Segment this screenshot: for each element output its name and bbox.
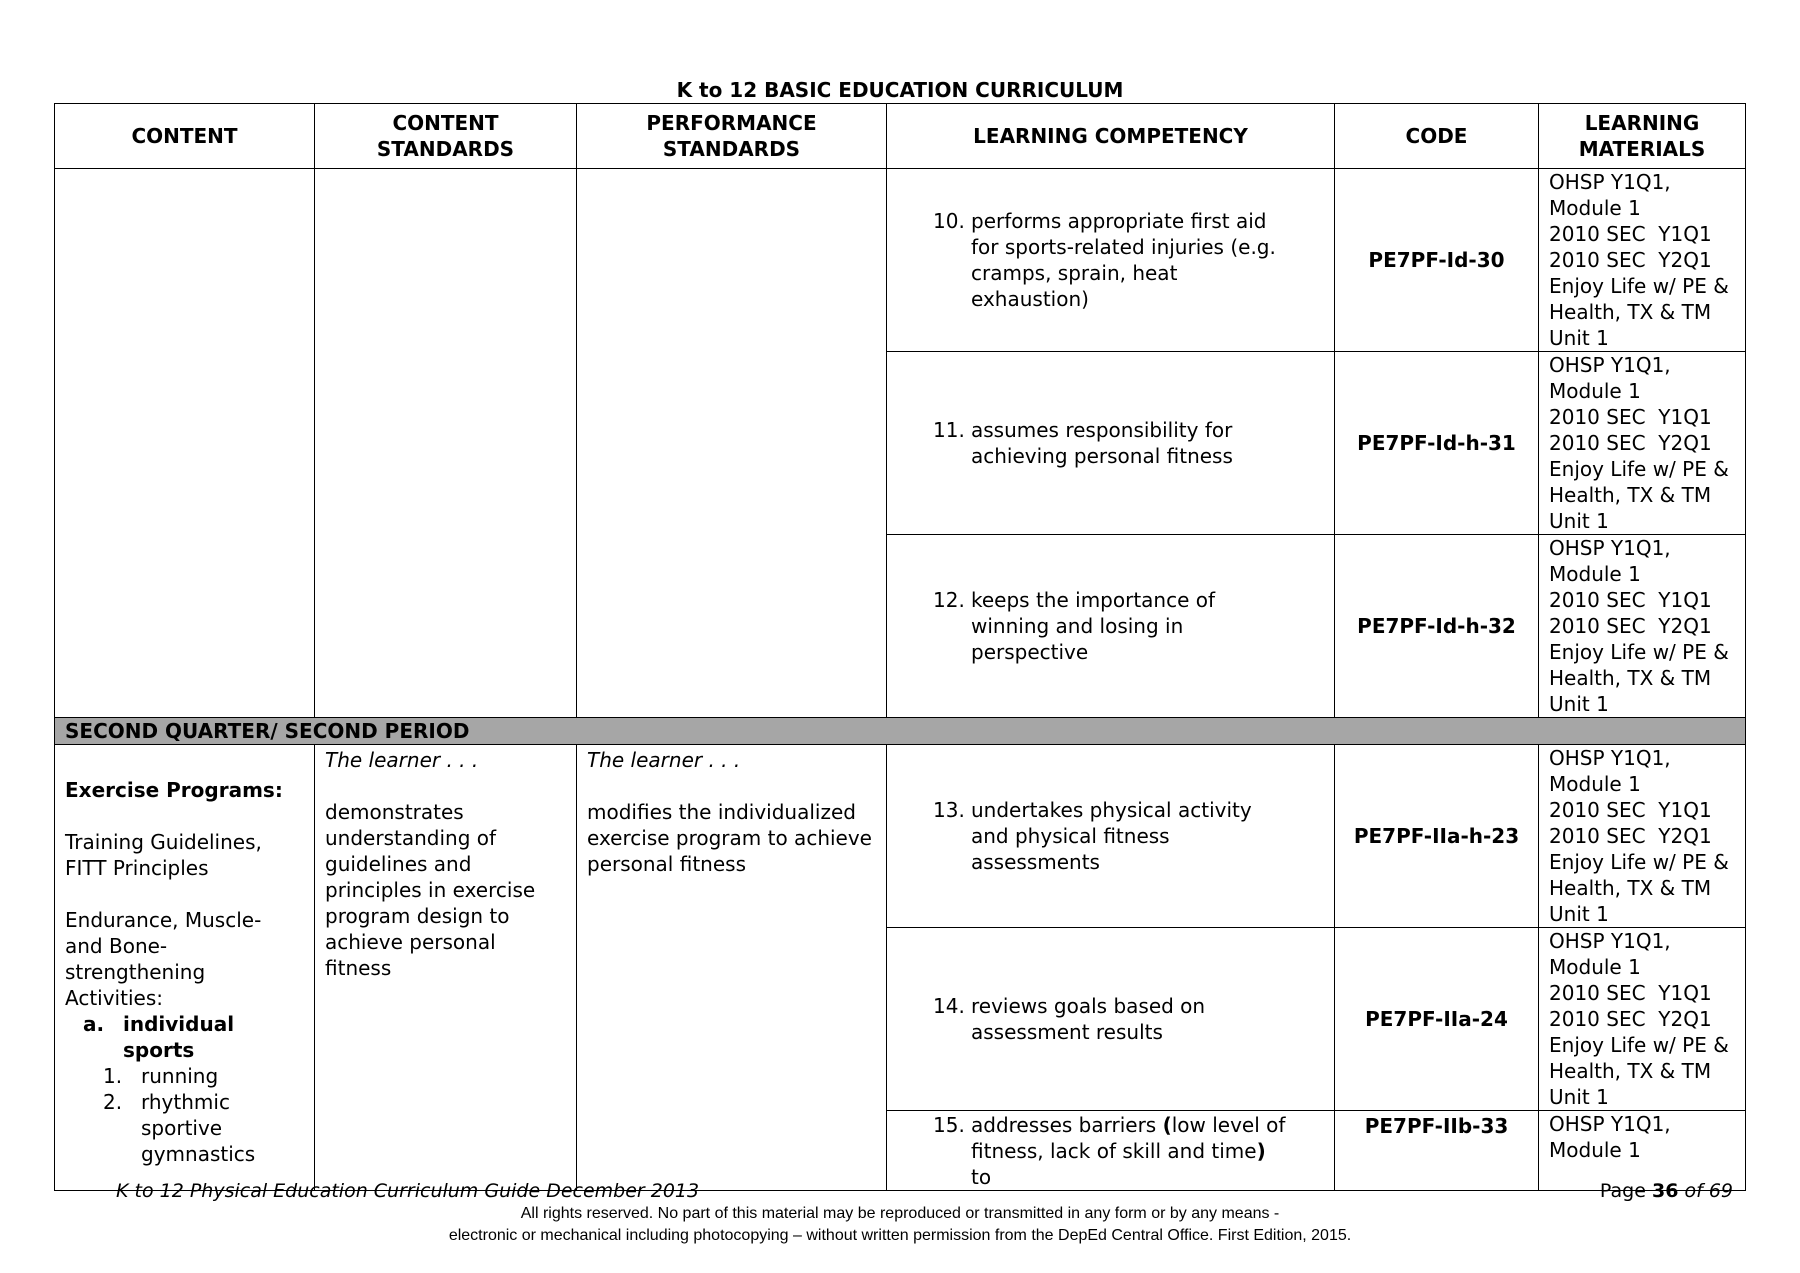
header-row — [55, 104, 1746, 169]
content-cell — [55, 745, 315, 1191]
open-paren: ( — [1162, 1113, 1172, 1137]
material-line: Enjoy Life w/ PE & — [1549, 640, 1729, 664]
material-line: OHSP Y1Q1, — [1549, 929, 1671, 953]
material-line: 2010 SEC Y1Q1 — [1549, 981, 1712, 1005]
material-line: Module 1 — [1549, 772, 1641, 796]
material-line: Module 1 — [1549, 955, 1641, 979]
header-learning-competency: LEARNING COMPETENCY — [887, 104, 1335, 169]
material-line: 2010 SEC Y2Q1 — [1549, 431, 1712, 455]
material-line: OHSP Y1Q1, — [1549, 1112, 1671, 1136]
competency-cell — [887, 928, 1335, 1111]
list-item — [65, 1089, 304, 1167]
header-content: CONTENT — [55, 104, 315, 169]
table-row — [55, 745, 1746, 928]
material-line: Enjoy Life w/ PE & — [1549, 850, 1729, 874]
material-line: 2010 SEC Y2Q1 — [1549, 1007, 1712, 1031]
competency-text-part: low level of fitness, lack of skill and time — [971, 1113, 1286, 1163]
competency-number: 11. — [933, 418, 965, 442]
competency-text: undertakes physical activity and physical fitness assessments — [971, 798, 1252, 874]
material-line: Unit 1 — [1549, 1085, 1609, 1109]
materials-cell — [1539, 745, 1746, 928]
competency-text-part: to — [971, 1165, 992, 1189]
content-standards-cell — [315, 745, 577, 1191]
material-line: OHSP Y1Q1, — [1549, 170, 1671, 194]
header-content-standards: CONTENT STANDARDS — [315, 104, 577, 169]
material-line: Module 1 — [1549, 1138, 1641, 1162]
content-standards-lead: The learner . . . — [325, 748, 479, 772]
code-cell: PE7PF-Id-h-32 — [1335, 535, 1539, 718]
code-cell: PE7PF-Id-h-31 — [1335, 352, 1539, 535]
material-line: Unit 1 — [1549, 326, 1609, 350]
competency-text — [971, 1112, 1288, 1190]
content-heading: Exercise Programs: — [65, 778, 283, 802]
performance-standards-cell — [577, 745, 887, 1191]
material-line: Enjoy Life w/ PE & — [1549, 274, 1729, 298]
page-total: of 69 — [1678, 1180, 1733, 1202]
footer-page — [1600, 1180, 1733, 1202]
rights-line-1: All rights reserved. No part of this material may be reproduced or transmitted in any form or by any means - — [520, 1205, 1280, 1222]
materials-cell — [1539, 169, 1746, 352]
empty-performance-standards-cell — [577, 169, 887, 718]
page-number: 36 — [1651, 1180, 1679, 1202]
material-line: Enjoy Life w/ PE & — [1549, 457, 1729, 481]
content-training: Training Guidelines, FITT Principles — [65, 830, 262, 880]
materials-cell — [1539, 928, 1746, 1111]
competency-cell — [887, 535, 1335, 718]
empty-content-standards-cell — [315, 169, 577, 718]
content-endurance: Endurance, Muscle- and Bone-strengthening Activities: — [65, 908, 262, 1010]
material-line: Unit 1 — [1549, 692, 1609, 716]
material-line: Health, TX & TM — [1549, 666, 1712, 690]
competency-text: assumes responsibility for achieving personal fitness — [971, 418, 1233, 468]
competency-text: reviews goals based on assessment results — [971, 994, 1206, 1044]
materials-cell — [1539, 1111, 1746, 1191]
table-row — [55, 169, 1746, 352]
code-cell: PE7PF-IIa-h-23 — [1335, 745, 1539, 928]
material-line: Health, TX & TM — [1549, 876, 1712, 900]
materials-cell — [1539, 352, 1746, 535]
competency-number: 10. — [933, 209, 965, 233]
competency-cell — [887, 169, 1335, 352]
item-number: 1. — [103, 1064, 123, 1088]
list-item — [65, 1063, 304, 1089]
quarter-row — [55, 718, 1746, 745]
material-line: Health, TX & TM — [1549, 1059, 1712, 1083]
competency-cell — [887, 352, 1335, 535]
item-number: 2. — [103, 1090, 123, 1114]
header-performance-standards: PERFORMANCE STANDARDS — [577, 104, 887, 169]
material-line: 2010 SEC Y1Q1 — [1549, 222, 1712, 246]
performance-standards-lead: The learner . . . — [587, 748, 741, 772]
material-line: 2010 SEC Y2Q1 — [1549, 824, 1712, 848]
sub-label: individual sports — [123, 1012, 235, 1062]
material-line: 2010 SEC Y2Q1 — [1549, 614, 1712, 638]
competency-cell — [887, 1111, 1335, 1191]
header-learning-materials: LEARNING MATERIALS — [1539, 104, 1746, 169]
material-line: Health, TX & TM — [1549, 300, 1712, 324]
performance-standards-text: modifies the individualized exercise program to achieve personal fitness — [587, 800, 872, 876]
competency-number: 15. — [933, 1113, 965, 1137]
competency-number: 14. — [933, 994, 965, 1018]
material-line: Module 1 — [1549, 562, 1641, 586]
material-line: Unit 1 — [1549, 902, 1609, 926]
material-line: 2010 SEC Y2Q1 — [1549, 248, 1712, 272]
competency-cell — [887, 745, 1335, 928]
quarter-label: SECOND QUARTER/ SECOND PERIOD — [55, 718, 1746, 745]
sub-marker: a. — [83, 1012, 105, 1036]
page-label: Page — [1599, 1180, 1652, 1202]
close-paren: ) — [1256, 1139, 1266, 1163]
material-line: Enjoy Life w/ PE & — [1549, 1033, 1729, 1057]
competency-text-part: addresses barriers — [971, 1113, 1163, 1137]
materials-cell — [1539, 535, 1746, 718]
material-line: OHSP Y1Q1, — [1549, 536, 1671, 560]
curriculum-table — [54, 103, 1746, 1191]
material-line: OHSP Y1Q1, — [1549, 353, 1671, 377]
material-line: Unit 1 — [1549, 509, 1609, 533]
rights-line-2: electronic or mechanical including photocopying – without written permission from the DepEd Central Office. First Edition, 2015. — [448, 1227, 1352, 1244]
item-text: rhythmic sportive gymnastics — [141, 1090, 256, 1166]
code-cell: PE7PF-Id-30 — [1335, 169, 1539, 352]
doc-title: K to 12 BASIC EDUCATION CURRICULUM — [676, 78, 1124, 102]
material-line: 2010 SEC Y1Q1 — [1549, 588, 1712, 612]
footer-guide: K to 12 Physical Education Curriculum Guide December 2013 — [116, 1180, 700, 1202]
material-line: Health, TX & TM — [1549, 483, 1712, 507]
code-cell: PE7PF-IIb-33 — [1335, 1111, 1539, 1191]
content-subheading — [65, 1011, 304, 1063]
material-line: 2010 SEC Y1Q1 — [1549, 798, 1712, 822]
competency-text: performs appropriate first aid for sports-related injuries (e.g. cramps, sprain, heat exhaustion) — [971, 209, 1276, 311]
empty-content-cell — [55, 169, 315, 718]
competency-text: keeps the importance of winning and losing in perspective — [971, 588, 1216, 664]
competency-number: 13. — [933, 798, 965, 822]
item-text: running — [141, 1064, 219, 1088]
material-line: OHSP Y1Q1, — [1549, 746, 1671, 770]
content-standards-text: demonstrates understanding of guidelines and principles in exercise program design to achieve personal fitness — [325, 800, 536, 980]
material-line: Module 1 — [1549, 196, 1641, 220]
code-cell: PE7PF-IIa-24 — [1335, 928, 1539, 1111]
competency-number: 12. — [933, 588, 965, 612]
material-line: 2010 SEC Y1Q1 — [1549, 405, 1712, 429]
material-line: Module 1 — [1549, 379, 1641, 403]
header-code: CODE — [1335, 104, 1539, 169]
